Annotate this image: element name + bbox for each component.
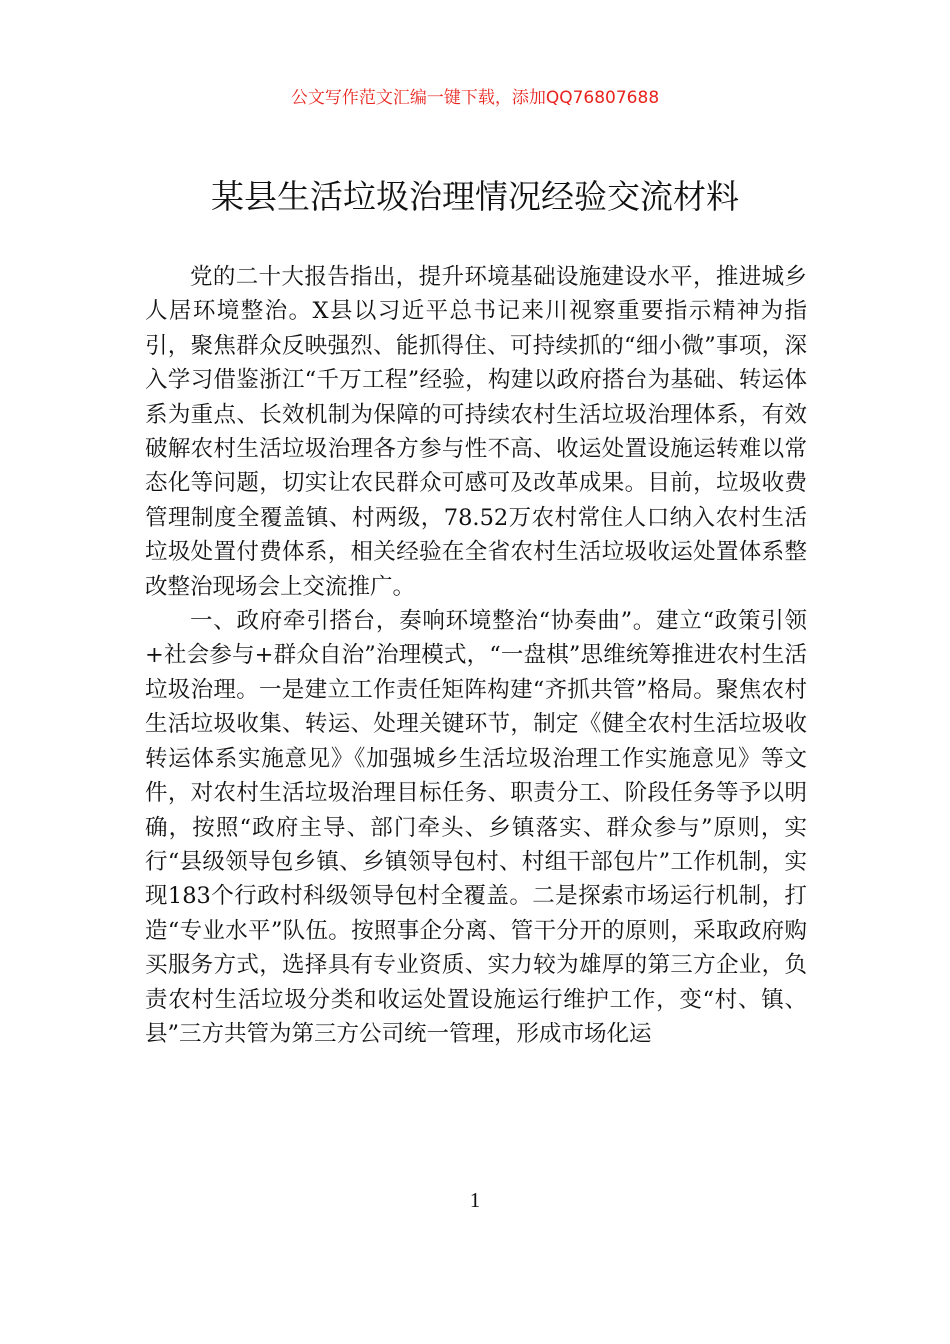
paragraph-section-one: 一、政府牵引搭台，奏响环境整治“协奏曲”。建立“政策引领+社会参与+群众自治”治理模式，“一盘棋”思维统筹推进农村生活垃圾治理。一是建立工作责任矩阵构建“齐抓共管”格局。聚焦农村生活垃圾收集、转运、处理关键环节，制定《健全农村生活垃圾收转运体系实施意见》《加强城乡生活垃圾治理工作实施意见》等文件，对农村生活垃圾治理目标任务、职责分工、阶段任务等予以明确，按照“政府主导、部门牵头、乡镇落实、群众参与”原则，实行“县级领导包乡镇、乡镇领导包村、村组干部包片”工作机制，实现183个行政村科级领导包村全覆盖。二是探索市场运行机制，打造“专业水平”队伍。按照事企分离、管干分开的原则，采取政府购买服务方式，选择具有专业资质、实力较为雄厚的第三方企业，负责农村生活垃圾分类和收运处置设施运行维护工作，变“村、镇、县”三方共管为第三方公司统一管理，形成市场化运 <box>145 608 807 1047</box>
page-number: 1 <box>469 1188 481 1212</box>
document-body <box>145 260 807 1051</box>
document-title: 某县生活垃圾治理情况经验交流材料 <box>211 177 739 216</box>
download-promo-note: 公文写作范文汇编一键下载，添加QQ76807688 <box>290 88 660 108</box>
paragraph-intro: 党的二十大报告指出，提升环境基础设施建设水平，推进城乡人居环境整治。X县以习近平总书记来川视察重要指示精神为指引，聚焦群众反映强烈、能抓得住、可持续抓的“细小微”事项，深入学习借鉴浙江“千万工程”经验，构建以政府搭台为基础、转运体系为重点、长效机制为保障的可持续农村生活垃圾治理体系，有效破解农村生活垃圾治理各方参与性不高、收运处置设施运转难以常态化等问题，切实让农民群众可感可及改革成果。目前，垃圾收费管理制度全覆盖镇、村两级，78.52万农村常住人口纳入农村生活垃圾处置付费体系，相关经验在全省农村生活垃圾收运处置体系整改整治现场会上交流推广。 <box>145 264 807 600</box>
